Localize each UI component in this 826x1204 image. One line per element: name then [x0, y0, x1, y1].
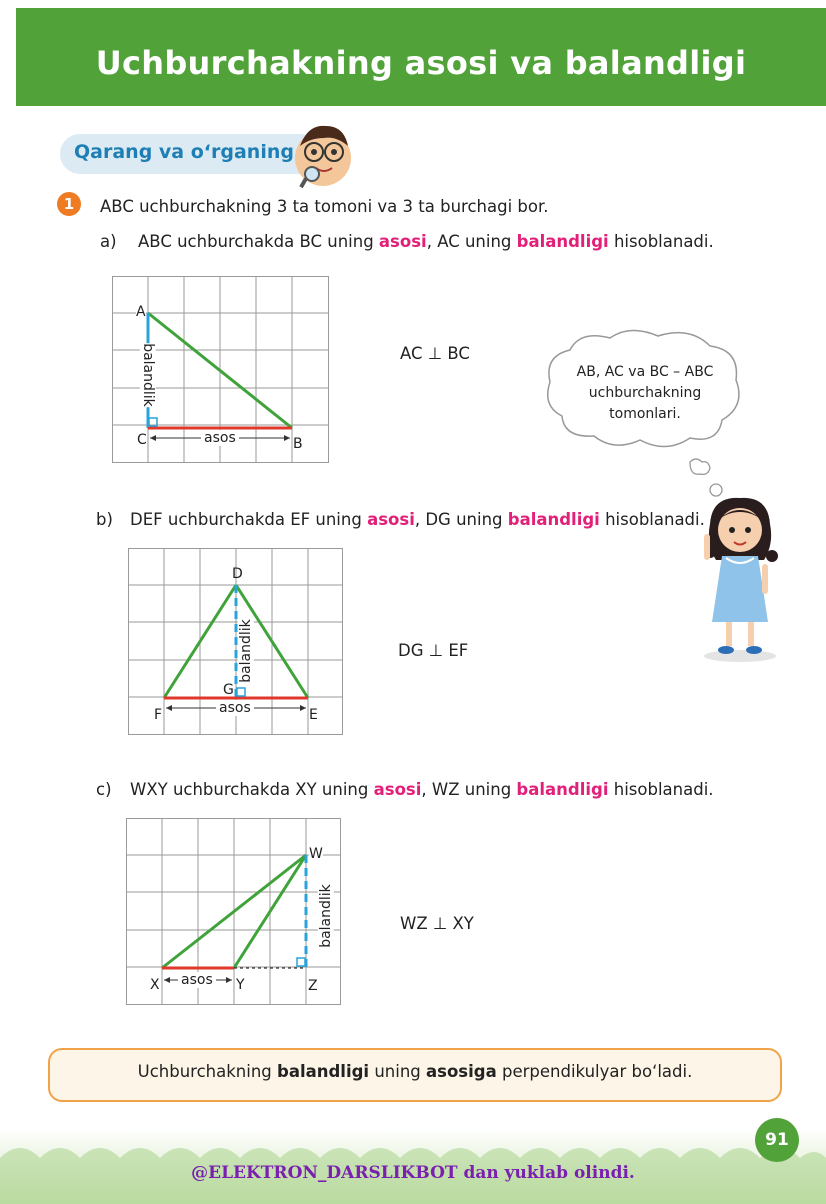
part-c-text: WXY uchburchakda XY uning asosi, WZ uning balandligi hisoblanadi.: [130, 780, 714, 799]
height-label-b: balandlik: [237, 619, 254, 683]
watermark-text: @ELEKTRON_DARSLIKBOT dan yuklab olindi.: [191, 1163, 635, 1183]
section-label: Qarang va o‘rganing: [74, 141, 294, 163]
task-number-badge: 1: [57, 192, 81, 216]
rule-text: Uchburchakning balandligi uning asosiga perpendikulyar bo‘ladi.: [137, 1062, 693, 1081]
height-label-c: balandlik: [317, 884, 334, 948]
girl-illustration-icon: [696, 494, 786, 666]
magnifier-boy-icon: [290, 116, 356, 188]
point-f-label: F: [154, 707, 163, 723]
base-label-c: asos: [178, 972, 216, 988]
point-b-label: B: [293, 436, 303, 452]
point-y-label: Y: [236, 977, 245, 993]
relation-b: DG ⊥ EF: [398, 641, 469, 660]
point-z-label: Z: [308, 978, 318, 994]
point-w-label: W: [309, 846, 323, 862]
base-label-b: asos: [216, 700, 254, 716]
page-title: Uchburchakning asosi va balandligi: [95, 44, 747, 82]
part-b-marker: b): [96, 510, 113, 529]
point-d-label: D: [232, 566, 243, 582]
part-a-marker: a): [100, 232, 117, 251]
part-a-text: ABC uchburchakda BC uning asosi, AC uning balandligi hisoblanadi.: [138, 232, 714, 251]
bubble-text: AB, AC va BC – ABC uchburchakning tomonlari.: [576, 364, 714, 422]
point-a-label: A: [136, 304, 146, 320]
point-c-label: C: [137, 432, 147, 448]
base-label-a: asos: [201, 430, 239, 446]
part-c-marker: c): [96, 780, 112, 799]
point-g-label: G: [223, 682, 234, 698]
relation-c: WZ ⊥ XY: [400, 914, 474, 933]
page-number: 91: [755, 1118, 799, 1162]
part-b-text: DEF uchburchakda EF uning asosi, DG uning balandligi hisoblanadi.: [130, 510, 705, 529]
point-e-label: E: [309, 707, 318, 723]
task-intro: ABC uchburchakning 3 ta tomoni va 3 ta burchagi bor.: [100, 197, 549, 216]
point-x-label: X: [150, 977, 160, 993]
height-label-a: balandlik: [139, 343, 156, 407]
relation-a: AC ⊥ BC: [400, 344, 470, 363]
